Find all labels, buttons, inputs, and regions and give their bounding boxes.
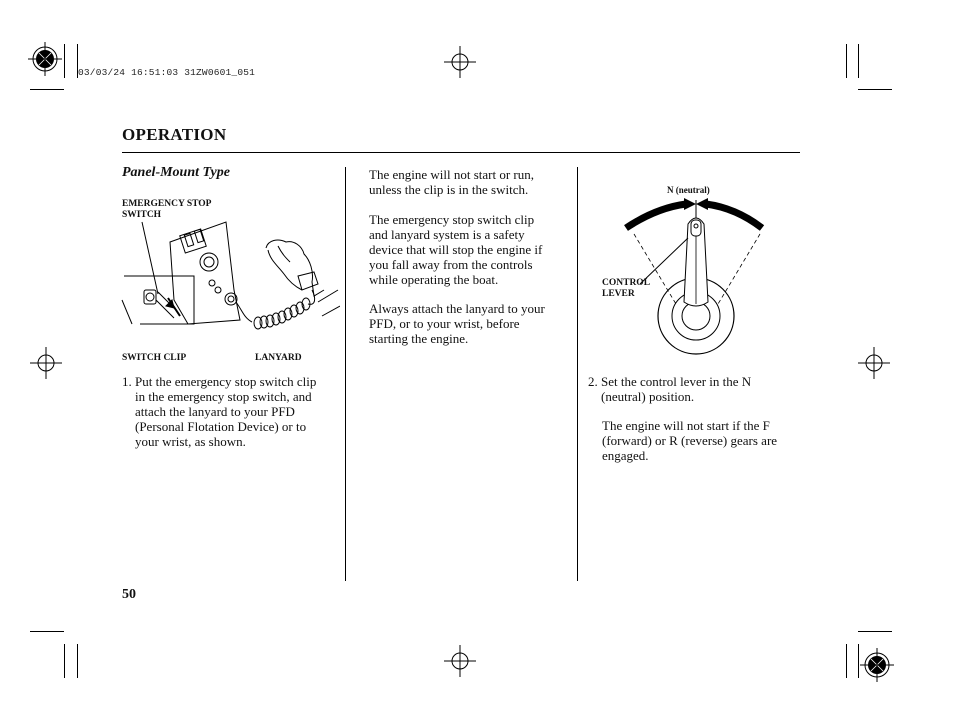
column-divider xyxy=(577,167,578,581)
figure-label-emergency-stop: EMERGENCY STOP SWITCH xyxy=(122,199,212,220)
figure-label-switch-clip: SWITCH CLIP xyxy=(122,353,187,363)
step-2-text: 2. Set the control lever in the N (neutral) position. xyxy=(588,374,752,404)
crosshair-icon xyxy=(858,347,890,379)
section-title: OPERATION xyxy=(122,125,227,144)
header-rule xyxy=(122,152,800,153)
crosshair-icon xyxy=(444,645,476,677)
page-number: 50 xyxy=(122,587,136,602)
registration-starburst-icon xyxy=(28,42,62,76)
crosshair-icon xyxy=(444,46,476,78)
note-gears-engaged: The engine will not start if the F (forward) or R (reverse) gears are engaged. xyxy=(602,418,778,463)
registration-starburst-icon xyxy=(860,648,894,682)
figure-label-lanyard: LANYARD xyxy=(255,353,302,363)
paragraph-attach-lanyard: Always attach the lanyard to your PFD, or to your wrist, before starting the engine. xyxy=(369,301,545,346)
step-1-text: 1. Put the emergency stop switch clip in the emergency stop switch, and attach the lanyard to your PFD (Personal Flotation Device) or to your wrist, as shown. xyxy=(122,374,317,449)
figure-label-neutral: N (neutral) xyxy=(667,185,710,195)
subheading: Panel-Mount Type xyxy=(122,165,230,180)
emergency-stop-switch-illustration xyxy=(118,220,340,352)
column-divider xyxy=(345,167,346,581)
print-stamp: 03/03/24 16:51:03 31ZW0601_051 xyxy=(78,67,256,78)
crosshair-icon xyxy=(30,347,62,379)
paragraph-clip-required: The engine will not start or run, unless the clip is in the switch. xyxy=(369,167,534,197)
control-lever-illustration xyxy=(600,194,780,360)
figure-label-control-lever: CONTROL LEVER xyxy=(602,278,651,299)
paragraph-safety-device: The emergency stop switch clip and lanyard system is a safety device that will stop the engine if you fall away from the controls while operating the boat. xyxy=(369,212,543,287)
